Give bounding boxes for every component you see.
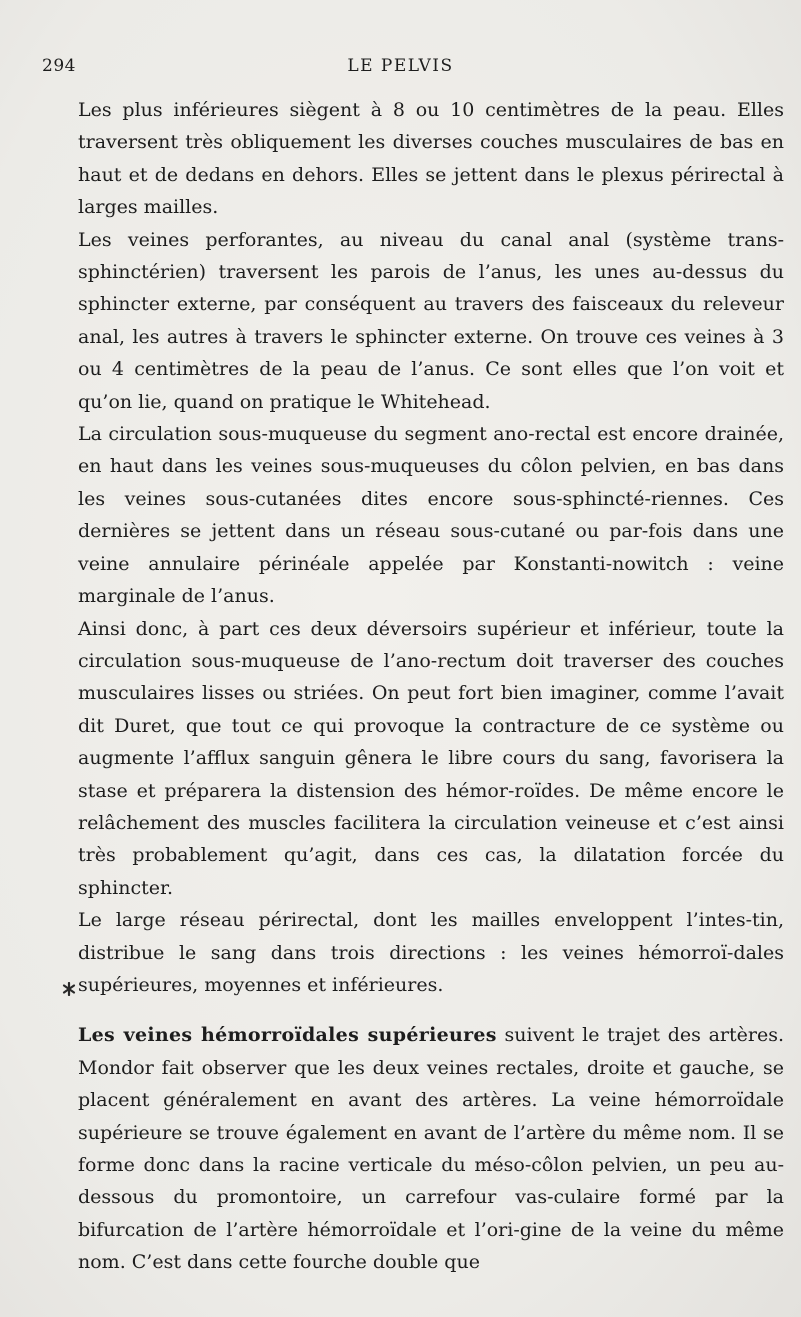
paragraph-3: La circulation sous-muqueuse du segment ano-rectal est encore drainée, en haut dans les veines sous-muqueuses du côlon pelvien, en bas dans les veines sous-cutanées dites encore sous-sphincté-riennes. Ces dernières se jettent dans un réseau sous-cutané ou par-fois dans une veine annulaire périnéale appelée par Konstanti-nowitch : veine marginale de l’anus. — [78, 423, 784, 608]
body-text — [78, 94, 784, 1279]
page-number: 294 — [42, 56, 76, 76]
paragraph-4: Ainsi donc, à part ces deux déversoirs supérieur et inférieur, toute la circulation sous-muqueuse de l’ano-rectum doit traverser des couches musculaires lisses ou striées. On peut fort bien imaginer, comme l’avait dit Duret, que tout ce qui provoque la contracture de ce système ou augmente l’afflux sanguin gênera le libre cours du sang, favorisera la stase et préparera la distension des hémor-roïdes. De même encore le relâchement des muscles facilitera la circulation veineuse et c’est ainsi très probablement qu’agit, dans ces cas, la dilatation forcée du sphincter. — [78, 617, 784, 899]
paragraph-1: Les plus inférieures siègent à 8 ou 10 centimètres de la peau. Elles traversent très obliquement les diverses couches musculaires de bas en haut et de dedans en dehors. Elles se jettent dans le plexus périrectal à larges mailles. — [78, 99, 784, 219]
paragraph-5: Le large réseau périrectal, dont les mailles enveloppent l’intes-tin, distribue le sang dans trois directions : les veines hémorroï-dales supérieures, moyennes et inférieures. — [78, 909, 784, 996]
section-heading-lead: Les veines hémorroïdales supérieures — [78, 1024, 497, 1047]
page-header — [42, 56, 759, 82]
section-paragraph — [78, 1019, 784, 1278]
section-gap — [78, 1001, 784, 1019]
running-head: LE PELVIS — [347, 56, 454, 76]
section-text: suivent le trajet des artères. Mondor fait observer que les deux veines rectales, droite et gauche, se placent généralement en avant des artères. La veine hémorroïdale supérieure se trouve également en avant de l’artère du même nom. Il se forme donc dans la racine verticale du méso-côlon pelvien, un peu au-dessous du promontoire, un carrefour vas-culaire formé par la bifurcation de l’artère hémorroïdale et l’ori-gine de la veine du même nom. C’est dans cette fourche double que — [78, 1024, 785, 1274]
asterisk-mark-icon — [62, 982, 76, 996]
paragraph-2: Les veines perforantes, au niveau du canal anal (système trans-sphinctérien) traversent les parois de l’anus, les unes au-dessus du sphincter externe, par conséquent au travers des faisceaux du releveur anal, les autres à travers le sphincter externe. On trouve ces veines à 3 ou 4 centimètres de la peau de l’anus. Ce sont elles que l’on voit et qu’on lie, quand on pratique le Whitehead. — [78, 228, 784, 413]
